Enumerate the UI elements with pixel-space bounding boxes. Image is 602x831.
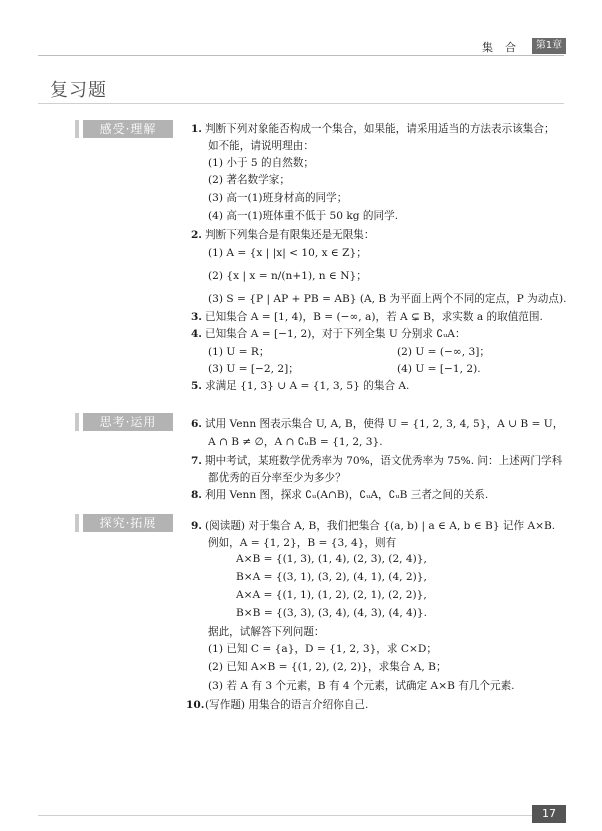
badge-label: 思考·运用 [99,415,157,429]
exercise-line [208,434,383,450]
exercise-line [208,470,346,486]
exercise-text: (2) 著名数学家； [208,174,290,186]
exercise-line [208,190,347,206]
exercise-line [208,659,447,675]
exercise-line [208,245,367,261]
exercise-line [208,138,314,154]
section-title: 复习题 [50,80,107,101]
exercise-text: (3) U = [−2, 2]； [208,363,299,375]
exercise-line [208,155,314,171]
exercise-number: 7. [190,455,202,467]
exercise-text: (1) A = {x | |x| < 10, x ∈ Z}； [208,247,367,259]
footer-rule [38,815,564,816]
exercise-text: 判断下列集合是有限集还是无限集： [205,229,375,241]
exercise-line [208,678,515,694]
chapter-tag: 第1章 [532,38,566,54]
exercise-text: 试用 Venn 图表示集合 U, A, B，使得 U = {1, 2, 3, 4, 5}，A ∪ B = U， [205,418,564,430]
exercise-line [208,624,325,640]
exercise-line [208,172,290,188]
badge-bar [75,120,79,138]
exercise-item [186,453,562,469]
chapter-title: 集合 [482,41,528,54]
exercise-line [236,569,427,585]
exercise-line [236,551,427,567]
exercise-line [236,605,427,621]
badge-bar [75,413,79,431]
exercise-text: (3) 高一(1)班身材高的同学； [208,192,348,204]
exercise-line [236,587,427,603]
exercise-text: 判断下列对象能否构成一个集合，如果能，请采用适当的方法表示该集合； [205,123,555,135]
exercise-line [208,361,299,377]
exercise-item [186,416,563,432]
exercise-line [208,208,398,224]
exercise-text: A×A = {(1, 1), (1, 2), (2, 1), (2, 2)}, [236,589,427,601]
exercise-text: (写作题) 用集合的语言介绍你自己. [205,699,369,711]
badge-label: 感受·理解 [99,122,157,136]
exercise-text: B×A = {(3, 1), (3, 2), (4, 1), (4, 2)}, [236,571,427,583]
exercise-line [208,344,269,360]
badge-bar [75,514,79,532]
exercise-number: 10. [186,699,205,711]
exercise-number: 3. [190,311,202,323]
page-number: 17 [532,805,566,823]
exercise-text: A ∩ B ≠ ∅，A ∩ ∁ᵤB = {1, 2, 3}. [208,436,383,448]
exercise-item [186,697,368,713]
header-rule [38,55,564,56]
exercise-item [186,227,375,243]
exercise-text: A×B = {(1, 3), (1, 4), (2, 3), (2, 4)}, [236,553,427,565]
section-divider [38,103,564,104]
exercise-line [208,641,437,657]
exercise-number: 1. [190,123,202,135]
exercise-number: 6. [190,418,202,430]
exercise-line: (2) U = (−∞, 3]； [397,346,490,358]
exercise-text: 已知集合 A = [1, 4)，B = (−∞, a)，若 A ⊊ B，求实数 a 的取值范围. [205,311,543,323]
exercise-text: 如不能，请说明理由： [208,140,314,152]
exercise-number: 9. [190,520,202,532]
exercise-item [186,326,466,342]
exercise-item [186,487,488,503]
exercise-number: 5. [190,380,202,392]
exercise-number: 8. [190,489,202,501]
exercise-text: (1) U = R； [208,346,270,358]
exercise-item [186,378,409,394]
exercise-text: (1) 已知 C = {a}，D = {1, 2, 3}，求 C×D； [208,643,437,655]
exercise-line [208,291,566,307]
exercise-text: 利用 Venn 图，探求 ∁ᵤ(A∩B)，∁ᵤA，∁ᵤB 三者之间的关系. [205,489,489,501]
exercise-text: (阅读题) 对于集合 A, B，我们把集合 {(a, b) | a ∈ A, b ∈ B} 记作 A×B. [205,520,556,532]
exercise-line: (4) U = [−1, 2). [397,363,481,375]
exercise-text: (2) 已知 A×B = {(1, 2), (2, 2)}，求集合 A, B； [208,661,447,673]
exercise-line [208,268,367,284]
exercise-item [186,309,543,325]
exercise-text: 求满足 {1, 3} ∪ A = {1, 3, 5} 的集合 A. [205,380,410,392]
exercise-number: 2. [190,229,202,241]
exercise-text: 例如，A = {1, 2}，B = {3, 4}，则有 [208,537,397,549]
exercise-text: B×B = {(3, 3), (3, 4), (4, 3), (4, 4)}. [236,607,428,619]
badge-feel-understand [83,120,173,138]
badge-label: 探究·拓展 [99,516,157,530]
exercise-item [186,518,555,534]
exercise-text: 已知集合 A = [−1, 2)，对于下列全集 U 分别求 ∁ᵤA： [205,328,466,340]
exercise-item [186,121,555,137]
exercise-text: (1) 小于 5 的自然数； [208,157,315,169]
exercise-text: 都优秀的百分率至少为多少？ [208,472,346,484]
badge-explore-extend [83,514,173,532]
exercise-text: (3) S = {P | AP + PB = AB} (A, B 为平面上两个不同的定点，P 为动点). [208,293,567,305]
exercise-text: (4) 高一(1)班体重不低于 50 kg 的同学. [208,210,399,222]
exercise-text: (2) {x | x = n/(n+1), n ∈ N}； [208,270,367,282]
exercise-text: (3) 若 A 有 3 个元素，B 有 4 个元素，试确定 A×B 有几个元素. [208,680,515,692]
exercise-number: 4. [190,328,202,340]
exercise-line [208,535,396,551]
exercise-text: 据此，试解答下列问题： [208,626,325,638]
exercise-text: 期中考试，某班数学优秀率为 70%，语文优秀率为 75%. 问：上述两门学科 [205,455,563,467]
badge-think-apply [83,413,173,431]
